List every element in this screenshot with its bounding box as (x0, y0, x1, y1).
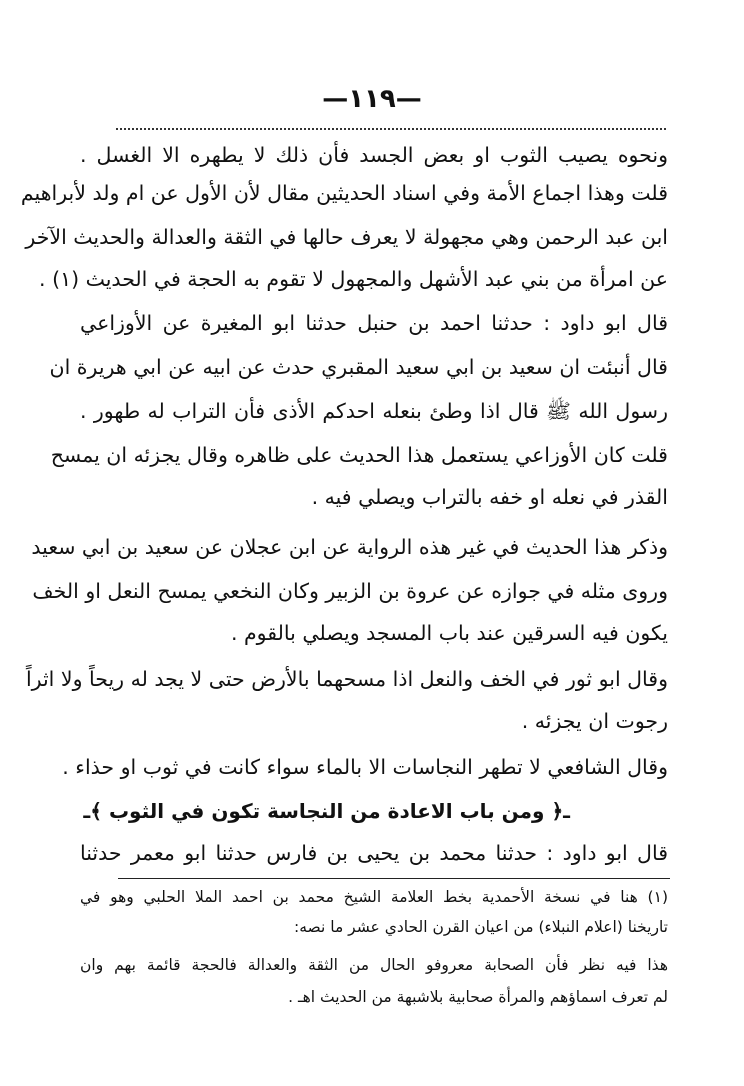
body-line: قال ابو داود : حدثنا احمد بن حنبل حدثنا ابو المغيرة عن الأوزاعي (80, 311, 668, 335)
body-line: ونحوه يصيب الثوب او بعض الجسد فأن ذلك لا يطهره الا الغسل . (80, 143, 668, 167)
header-dotted-rule (116, 128, 666, 130)
body-line: وروى مثله في جوازه عن عروة بن الزبير وكان النخعي يمسح النعل او الخف (32, 579, 668, 603)
body-line: ابن عبد الرحمن وهي مجهولة لا يعرف حالها في الثقة والعدالة والحديث الآخر (25, 225, 668, 249)
body-line: وذكر هذا الحديث في غير هذه الرواية عن ابن عجلان عن سعيد بن ابي سعيد (31, 535, 668, 559)
body-line: قلت وهذا اجماع الأمة وفي اسناد الحديثين مقال لأن الأول عن ام ولد لأبراهيم (20, 181, 668, 205)
body-line: وقال الشافعي لا تطهر النجاسات الا بالماء سواء كانت في ثوب او حذاء . (62, 755, 668, 779)
footnote-line: لم تعرف اسماؤهم والمرأة صحابية بلاشبهة من الحديث اهـ . (288, 988, 668, 1006)
footnote-line: تاريخنا (اعلام النبلاء) من اعيان القرن الحادي عشر ما نصه: (294, 918, 668, 936)
footnote-line: هذا فيه نظر فأن الصحابة معروفو الحال من الثقة والعدالة فالحجة قائمة بهم وان (80, 956, 668, 974)
body-line: عن امرأة من بني عبد الأشهل والمجهول لا تقوم به الحجة في الحديث (١) . (39, 267, 668, 291)
page-number: —١١٩— (322, 84, 422, 114)
body-line: قال أنبئت ان سعيد بن ابي سعيد المقبري حدث عن ابيه عن ابي هريرة ان (49, 355, 668, 379)
body-line: وقال ابو ثور في الخف والنعل اذا مسحهما بالأرض حتى لا يجد له ريحاً ولا اثراً (25, 667, 668, 691)
body-line: القذر في نعله او خفه بالتراب ويصلي فيه . (311, 485, 668, 509)
body-line: رجوت ان يجزئه . (521, 709, 668, 733)
footnote-rule (118, 878, 670, 879)
body-line: قال ابو داود : حدثنا محمد بن يحيى بن فارس حدثنا ابو معمر حدثنا (80, 841, 668, 865)
body-line: يكون فيه السرقين عند باب المسجد ويصلي بالقوم . (230, 621, 668, 645)
body-line: قلت كان الأوزاعي يستعمل هذا الحديث على ظاهره وقال يجزئه ان يمسح (50, 443, 668, 467)
footnote-line: (١) هنا في نسخة الأحمدية بخط العلامة الشيخ محمد بن احمد الملا الحلبي وهو في (80, 888, 668, 906)
section-heading: ـ﴿ ومن باب الاعادة من النجاسة تكون في الثوب ﴾ـ (83, 799, 570, 823)
body-line: رسول الله ﷺ قال اذا وطئ بنعله احدكم الأذى فأن التراب له طهور . (80, 399, 668, 423)
